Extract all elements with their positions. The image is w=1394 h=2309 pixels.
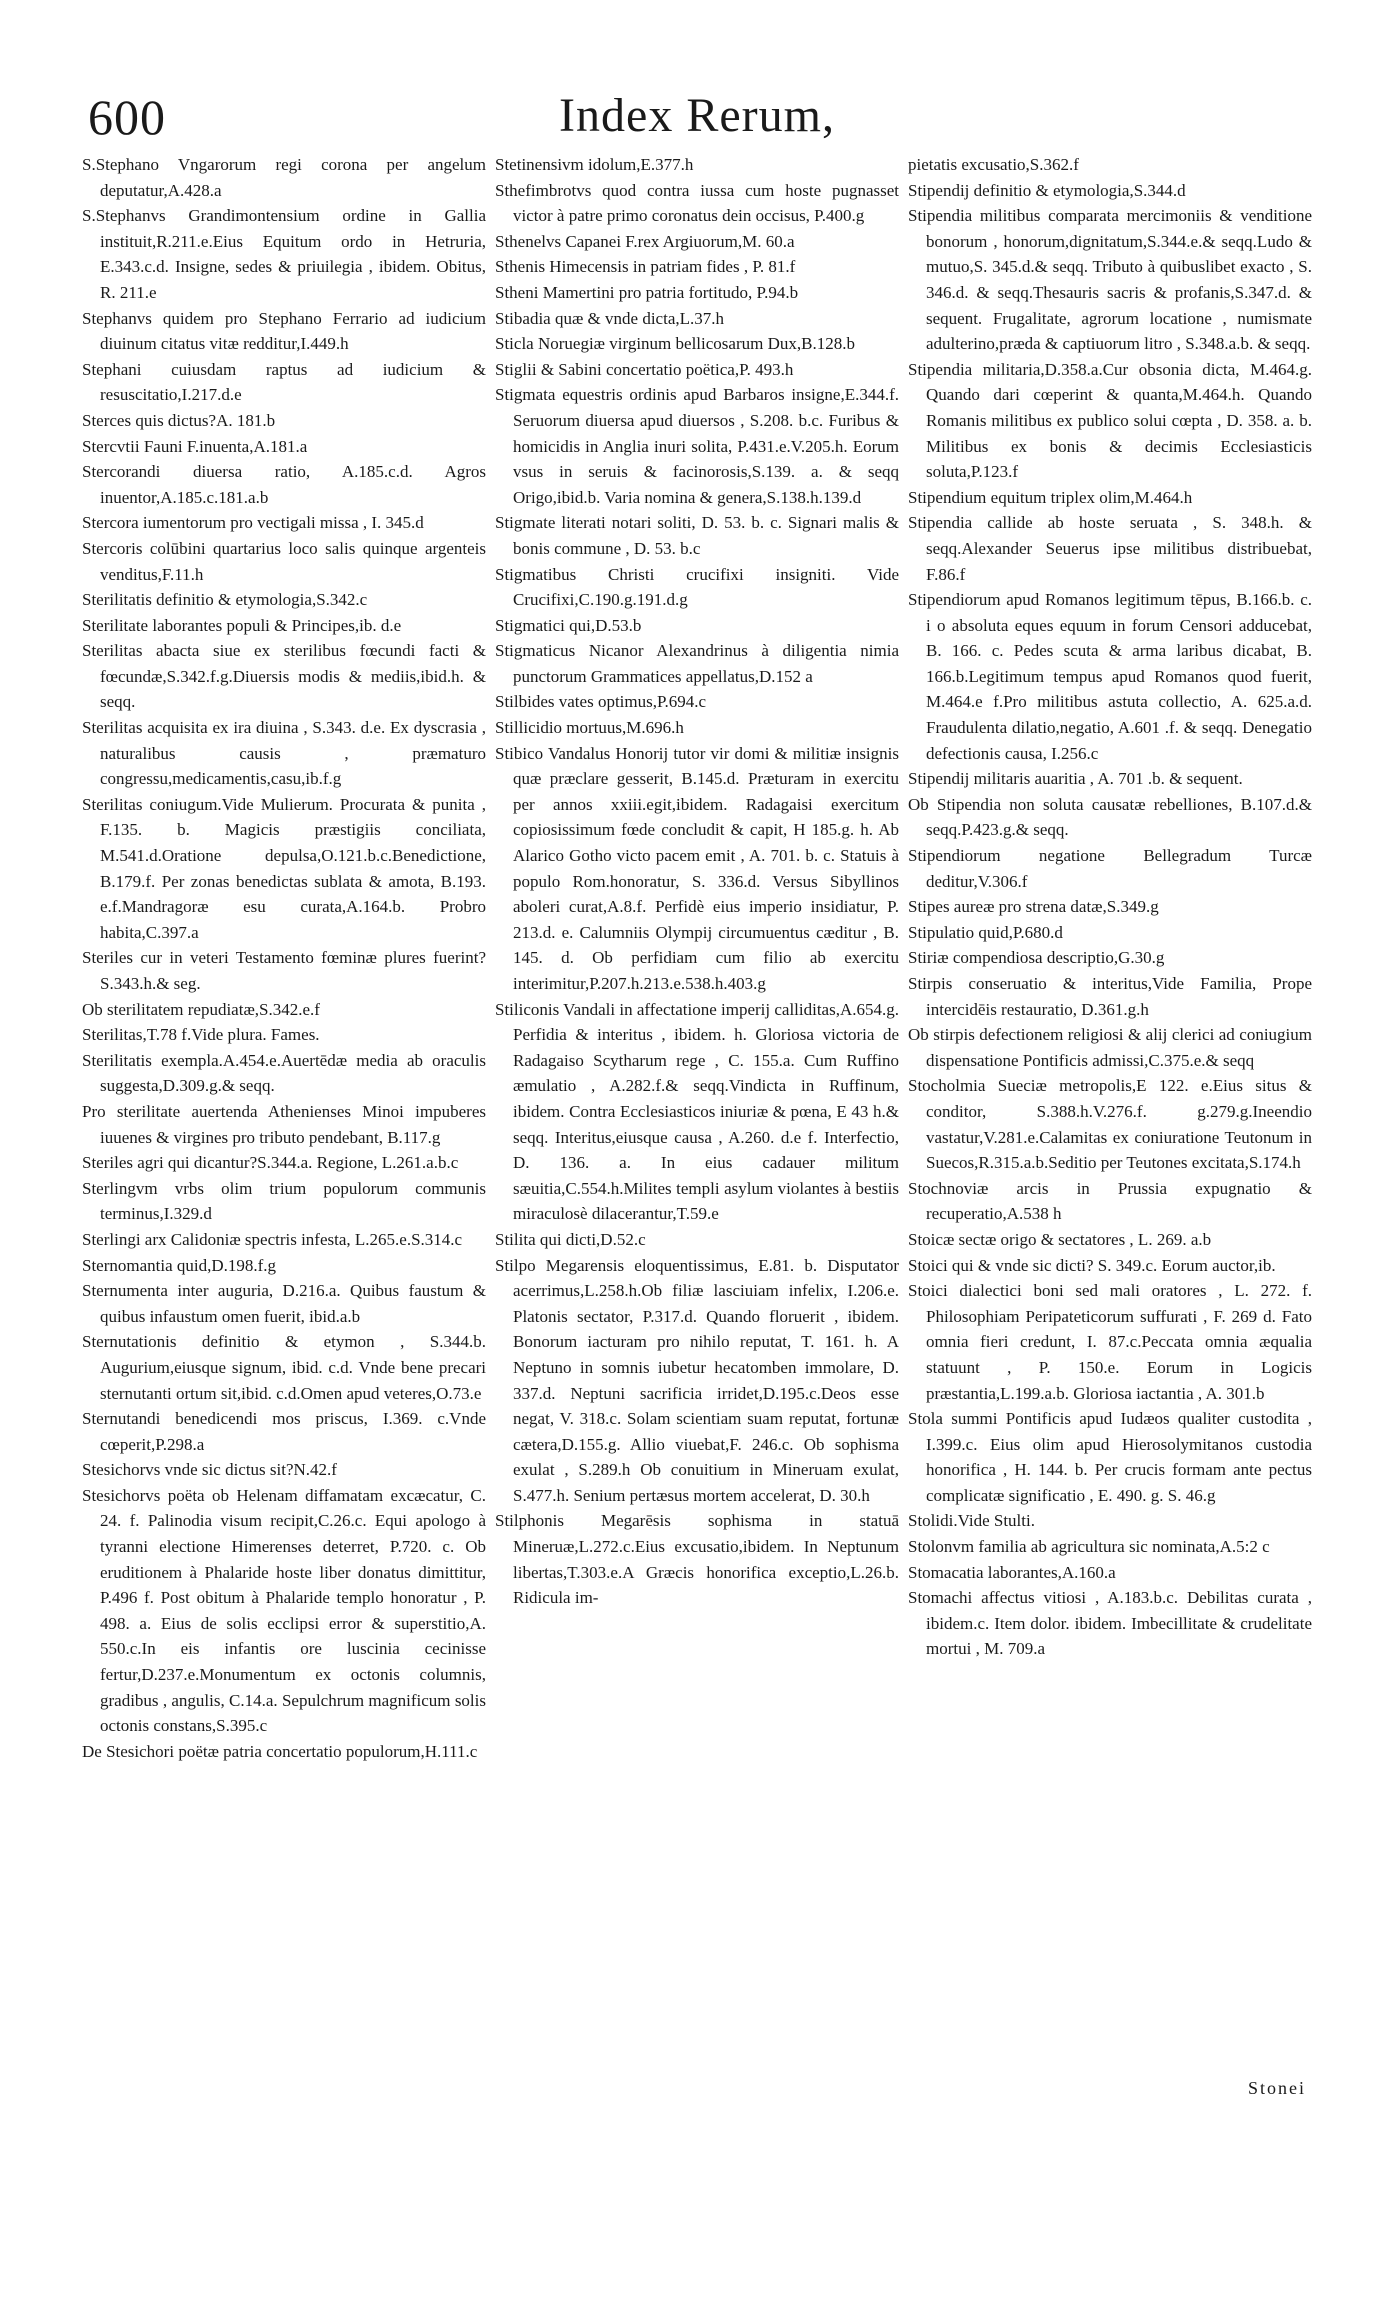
index-entry: Steriles agri qui dicantur?S.344.a. Regione, L.261.a.b.c (82, 1153, 459, 1173)
index-entry: Sthenelvs Capanei F.rex Argiuorum,M. 60.a (495, 231, 795, 251)
index-entry: Sthenis Himecensis in patriam fides , P. 81.f (495, 257, 796, 277)
index-entry: Sternomantia quid,D.198.f.g (82, 1255, 277, 1275)
index-entry: Stipendium equitum triplex olim,M.464.h (908, 487, 1193, 507)
index-entry: Stochnoviæ arcis in Prussia expugnatio & recuperatio,A.538 h (908, 1178, 1312, 1224)
index-entry: Stoici dialectici boni sed mali oratores , L. 272. f. Philosophiam Peripateticorum suffurati , F. 269 d. Fato omnia fieri credunt, I. 87.c.Peccata omnia æqualia statuunt , P. 150.e. Eorum in Logicis præstantia,L.199.a.b. Gloriosa iactantia , A. 301.b (908, 1281, 1312, 1403)
index-entry: Stiriæ compendiosa descriptio,G.30.g (908, 948, 1165, 968)
index-column-2 (495, 152, 899, 2152)
index-entry: Stipendia callide ab hoste seruata , S. 348.h. & seqq.Alexander Seuerus ipse militibus distribuebat, F.86.f (908, 513, 1312, 584)
index-entry: Sterilitatis exempla.A.454.e.Auertēdæ media ab oraculis suggesta,D.309.g.& seqq. (82, 1050, 486, 1096)
index-entry: Stibadia quæ & vnde dicta,L.37.h (495, 308, 724, 328)
index-entry: Stocholmia Sueciæ metropolis,E 122. e.Eius situs & conditor, S.388.h.V.276.f. g.279.g.Ineendio vastatur,V.281.e.Calamitas ex coniuratione Teutonum in Suecos,R.315.a.b.Seditio per Teutones excitata,S.174.h (908, 1076, 1312, 1173)
index-entry: Stigmaticus Nicanor Alexandrinus à diligentia nimia punctorum Grammatices appellatus,D.152 a (495, 641, 899, 686)
index-entry: Steriles cur in veteri Testamento fœminæ plures fuerint?S.343.h.& seg. (82, 948, 486, 993)
index-entry: Sterilitas coniugum.Vide Mulierum. Procurata & punita , F.135. b. Magicis præstigiis conciliata, M.541.d.Oratione depulsa,O.121.b.c.Benedictione, B.179.f. Per zonas benedictas sublata & amota, B.193. e.f.Mandragoræ esu curata,A.164.b. Probro habita,C.397.a (82, 794, 486, 942)
index-entry: Stigmatici qui,D.53.b (495, 615, 642, 635)
index-entry: Stheni Mamertini pro patria fortitudo, P.94.b (495, 282, 799, 302)
index-columns (82, 152, 1312, 2152)
index-entry: Stomacatia laborantes,A.160.a (908, 1562, 1116, 1582)
index-entry: Sterilitas,T.78 f.Vide plura. Fames. (82, 1025, 320, 1045)
index-entry: Sterilitas abacta siue ex sterilibus fœcundi facti & fœcundæ,S.342.f.g.Diuersis modis & mediis,ibid.h. & seqq. (82, 641, 486, 712)
index-entry: Stibico Vandalus Honorij tutor vir domi & militiæ insignis quæ præclare gesserit, B.145.d. Præturam in exercitu per annos xxiii.egit,ibidem. Radagaisi exercitum copiosissimum fœde concludit & capit, H 185.g. h. Ab Alarico Gotho victo pacem emit , A. 701. b. c. Statuis à populo Rom.honoratur, S. 336.d. Versus Sibyllinos aboleri curat,A.8.f. Perfidè eius imperio insidiatur, P. 213.d. e. Calumniis Olympij circumuentus cæditur , B. 145. d. Ob perfidiam cum filio ab exercitu interimitur,P.207.h.213.e.538.h.403.g (495, 743, 899, 993)
index-entry: Stipendia militibus comparata mercimoniis & venditione bonorum , honorum,dignitatum,S.344.e.& seqq.Ludo & mutuo,S. 345.d.& seqq. Tributo à quibuslibet exacto , S. 346.d. & seqq.Thesauris sacris & profanis,S.347.d. & sequent. Frugalitate, agrorum locatione , numismate adulterino,præda & captiuorum litro , S.348.a.b. & seqq. (908, 206, 1312, 354)
index-entry: Stercora iumentorum pro vectigali missa , I. 345.d (82, 513, 424, 533)
index-entry: Stephani cuiusdam raptus ad iudicium & resuscitatio,I.217.d.e (82, 359, 486, 405)
index-entry: Stipendiorum apud Romanos legitimum tēpus, B.166.b. c. i o absoluta eques equum in forum Censori adducebat, B. 166. c. Pedes scuta & arma laribus dicabat, B. 166.b.Legitimum tempus apud Romanos quod fuerit, M.464.e f.Pro militibus astuta collectio, A. 625.a.d. Fraudulenta dilatio,negatio, A.601 .f. & seqq. Denegatio defectionis causa, I.256.c (908, 590, 1312, 763)
index-entry: Stipulatio quid,P.680.d (908, 922, 1063, 942)
index-entry: Stilpo Megarensis eloquentissimus, E.81. b. Disputator acerrimus,L.258.h.Ob filiæ lasciuiam infelix, I.206.e. Platonis sectator, P.317.d. Quando floruerit , ibidem. Bonorum iacturam pro nihilo reputat, T. 161. h. A Neptuno in somnis iubetur hecatomben immolare, D. 337.d. Neptuni sacrificia irridet,D.195.c.Deos esse negat, V. 318.c. Solam scientiam suam reputat, fortunæ cætera,D.155.g. Allio viuebat,F. 246.c. Ob sophisma exulat , S.289.h Ob conuitium in Mineruam exulat, S.477.h. Senium pertæsus mortem accelerat, D. 30.h (495, 1255, 899, 1505)
index-entry: Stigmata equestris ordinis apud Barbaros insigne,E.344.f. Seruorum diuersa apud diuersos , S.208. b.c. Furibus & homicidis in Anglia inuri solita, P.431.e.V.205.h. Eorum vsus in seruis & facinorosis,S.139. a. & seqq Origo,ibid.b. Varia nomina & genera,S.138.h.139.d (495, 385, 899, 507)
index-entry: Stoicæ sectæ origo & sectatores , L. 269. a.b (908, 1229, 1212, 1249)
index-entry: Stilphonis Megarēsis sophisma in statuā Mineruæ,L.272.c.Eius excusatio,ibidem. In Neptunum libertas,T.303.e.A Græcis honorifica exceptio,L.26.b. Ridicula im- (495, 1511, 899, 1608)
index-entry: pietatis excusatio,S.362.f (908, 155, 1079, 174)
index-entry: S.Stephanvs Grandimontensium ordine in Gallia instituit,R.211.e.Eius Equitum ordo in Hetruria, E.343.c.d. Insigne, sedes & priuilegia , ibidem. Obitus, R. 211.e (82, 206, 486, 302)
index-entry: Stilita qui dicti,D.52.c (495, 1229, 646, 1249)
index-entry: Stephanvs quidem pro Stephano Ferrario ad iudicium diuinum citatus vitæ redditur,I.449.h (82, 308, 486, 354)
index-entry: Stola summi Pontificis apud Iudæos qualiter custodita , I.399.c. Eius olim apud Hierosolymitanos custodia honorifica , H. 144. b. Per crucis formam ante pectus complicatæ significatio , E. 490. g. S. 46.g (908, 1409, 1312, 1505)
index-entry: Stoici qui & vnde sic dicti? S. 349.c. Eorum auctor,ib. (908, 1255, 1276, 1275)
catchword: Stonei (1247, 2078, 1306, 2098)
index-entry: Stillicidio mortuus,M.696.h (495, 718, 684, 738)
index-entry: Stolidi.Vide Stulti. (908, 1511, 1035, 1531)
index-entry: Pro sterilitate auertenda Athenienses Minoi impuberes iuuenes & virgines pro tributo pendebant, B.117.g (82, 1101, 486, 1147)
index-entry: Stiglii & Sabini concertatio poëtica,P. 493.h (495, 359, 794, 379)
index-entry: Stipendij definitio & etymologia,S.344.d (908, 180, 1186, 200)
index-entry: Stiliconis Vandali in affectatione imperij calliditas,A.654.g. Perfidia & interitus , ibidem. h. Gloriosa victoria de Radagaiso Scytharum rege , C. 155.a. Cum Ruffino æmulatio , A.282.f.& seqq.Vindicta in Ruffinum, ibidem. Contra Ecclesiasticos iniuriæ & pœna, E 43 h.& seqq. Interitus,eiusque causa , A.260. d.e f. Interfectio, D. 136. a. In eius cadauer militum sæuitia,C.554.h.Milites templi asylum violantes à bestiis miraculosè dilacerantur,T.59.e (495, 999, 899, 1224)
index-entry: Stigmatibus Christi crucifixi insigniti. Vide Crucifixi,C.190.g.191.d.g (495, 564, 899, 610)
index-entry: Stigmate literati notari soliti, D. 53. b. c. Signari malis & bonis commune , D. 53. b.c (495, 513, 899, 558)
index-entry: Stesichorvs poëta ob Helenam diffamatam excæcatur, C. 24. f. Palinodia visum recipit,C.26.c. Equi apologo à tyranni electione Himerenses deterret, P.720. c. Ob eruditionem à Phalaride hoste liber donatus dimittitur, P.496 f. Post obitum à Phalaride templo honoratur , P. 498. a. Eius de solis ecclipsi error & superstitio,A. 550.c.In eis infantis ore luscinia cecinisse fertur,D.237.e.Monumentum ex octonis columnis, gradibus , angulis, C.14.a. Sepulchrum magnificum solis octonis constans,S.395.c (82, 1485, 486, 1736)
index-entry: Sterlingvm vrbs olim trium populorum communis terminus,I.329.d (82, 1178, 486, 1224)
index-entry: Stercvtii Fauni F.inuenta,A.181.a (82, 436, 308, 456)
running-head: Index Rerum, (559, 89, 835, 142)
page-number: 600 (88, 89, 166, 145)
index-entry: Sternutandi benedicendi mos priscus, I.369. c.Vnde cœperit,P.298.a (82, 1409, 486, 1454)
index-entry: Sternumenta inter auguria, D.216.a. Quibus faustum & quibus infaustum omen fuerit, ibid.a.b (82, 1281, 486, 1326)
index-column-1 (82, 152, 486, 2152)
index-entry: Sterilitate laborantes populi & Principes,ib. d.e (82, 615, 402, 635)
index-entry: Stetinensivm idolum,E.377.h (495, 155, 694, 174)
index-entry: Stercoris colūbini quartarius loco salis quinque argenteis venditus,F.11.h (82, 538, 486, 584)
index-entry: Sterilitatis definitio & etymologia,S.342.c (82, 590, 368, 610)
index-entry: Ob stirpis defectionem religiosi & alij clerici ad coniugium dispensatione Pontificis admissi,C.375.e.& seqq (908, 1025, 1312, 1070)
page-header (82, 86, 1312, 146)
index-entry: Stirpis conseruatio & interitus,Vide Familia, Prope intercidēis restauratio, D.361.g.h (908, 974, 1312, 1019)
index-entry: Sticla Noruegiæ virginum bellicosarum Dux,B.128.b (495, 334, 855, 354)
index-entry: Stipendij militaris auaritia , A. 701 .b. & sequent. (908, 769, 1243, 789)
index-entry: Stipes aureæ pro strena datæ,S.349.g (908, 897, 1159, 917)
index-entry: De Stesichori poëtæ patria concertatio populorum,H.111.c (82, 1741, 478, 1761)
index-entry: Stolonvm familia ab agricultura sic nominata,A.5:2 c (908, 1537, 1270, 1557)
index-entry: Stipendiorum negatione Bellegradum Turcæ deditur,V.306.f (908, 846, 1312, 891)
index-entry: Ob sterilitatem repudiatæ,S.342.e.f (82, 999, 320, 1019)
index-entry: Sternutationis definitio & etymon , S.344.b. Augurium,eiusque signum, ibid. c.d. Vnde bene precari sternutanti ortum sit,ibid. c.d.Omen apud veteres,O.73.e (82, 1332, 486, 1403)
index-entry: Stilbides vates optimus,P.694.c (495, 692, 707, 712)
index-entry: Sthefimbrotvs quod contra iussa cum hoste pugnasset victor à patre primo coronatus dein occisus, P.400.g (495, 180, 899, 226)
index-entry: Ob Stipendia non soluta causatæ rebelliones, B.107.d.& seqq.P.423.g.& seqq. (908, 794, 1312, 840)
index-column-3 (908, 152, 1312, 2152)
index-entry: Stipendia militaria,D.358.a.Cur obsonia dicta, M.464.g. Quando dari cœperint & quanta,M.464.h. Quando Romanis militibus ex publico solui cœpta , D. 358. a. b. Militibus ex bonis & decimis Ecclesiasticis soluta,P.123.f (908, 359, 1312, 482)
index-entry: Sterilitas acquisita ex ira diuina , S.343. d.e. Ex dyscrasia , naturalibus causis , præmaturo congressu,medicamentis,casu,ib.f.g (82, 718, 486, 789)
index-entry: Stercorandi diuersa ratio, A.185.c.d. Agros inuentor,A.185.c.181.a.b (82, 462, 486, 507)
index-entry: Sterces quis dictus?A. 181.b (82, 410, 276, 430)
index-entry: Stesichorvs vnde sic dictus sit?N.42.f (82, 1460, 337, 1480)
index-entry: Stomachi affectus vitiosi , A.183.b.c. Debilitas curata , ibidem.c. Item dolor. ibidem. Imbecillitate & crudelitate mortui , M. 709.a (908, 1588, 1312, 1659)
index-entry: S.Stephano Vngarorum regi corona per angelum deputatur,A.428.a (82, 155, 486, 200)
index-entry: Sterlingi arx Calidoniæ spectris infesta, L.265.e.S.314.c (82, 1229, 463, 1249)
